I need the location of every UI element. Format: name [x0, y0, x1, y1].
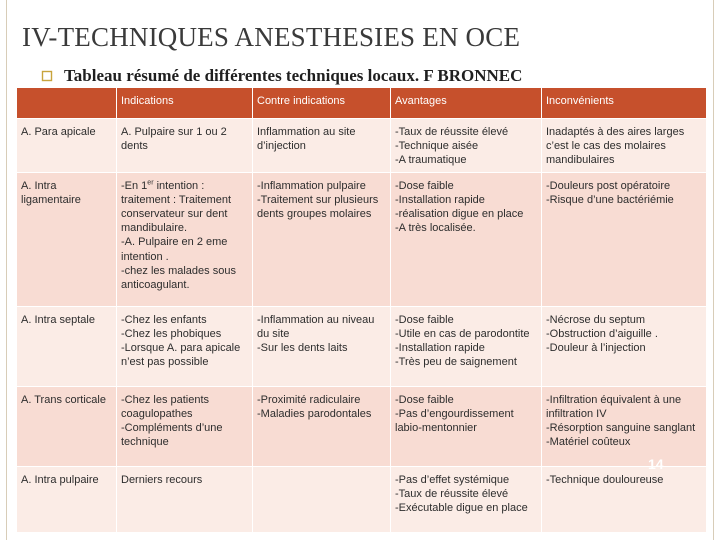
avantages-cell: -Pas d’effet systémique -Taux de réussite élevé -Exécutable digue en place	[391, 466, 542, 532]
header-avantages: Avantages	[391, 88, 542, 119]
avantages-cell: -Taux de réussite élevé -Technique aisée -A traumatique	[391, 119, 542, 173]
indications-cell: -Chez les enfants -Chez les phobiques -Lorsque A. para apicale n’est pas possible	[117, 306, 253, 386]
inconvenients-cell: -Infiltration équivalent à une infiltration IV -Résorption sanguine sanglant -Matériel coûteux	[542, 386, 707, 466]
contre-cell: Inflammation au site d’injection	[253, 119, 391, 173]
indications-cell: A. Pulpaire sur 1 ou 2 dents	[117, 119, 253, 173]
contre-cell: -Proximité radiculaire -Maladies parodontales	[253, 386, 391, 466]
table-header-row	[17, 88, 707, 119]
indications-cell: -Chez les patients coagulopathes -Compléments d’une technique	[117, 386, 253, 466]
contre-cell: -Inflammation au niveau du site -Sur les dents laits	[253, 306, 391, 386]
header-inconvenients: Inconvénients	[542, 88, 707, 119]
contre-cell	[253, 466, 391, 532]
techniques-table	[16, 87, 707, 533]
slide-title: IV-TECHNIQUES ANESTHESIES EN OCE	[22, 22, 521, 52]
indications-cell: Derniers recours	[117, 466, 253, 532]
table-row	[17, 306, 707, 386]
technique-cell: A. Trans corticale	[17, 386, 117, 466]
table-row	[17, 386, 707, 466]
header-indications: Indications	[117, 88, 253, 119]
technique-cell: A. Para apicale	[17, 119, 117, 173]
square-bullet-icon	[40, 69, 54, 83]
table-row	[17, 119, 707, 173]
contre-cell: -Inflammation pulpaire -Traitement sur plusieurs dents groupes molaires	[253, 172, 391, 306]
table-row	[17, 466, 707, 532]
page-number: 14	[648, 456, 664, 472]
avantages-cell: -Dose faible -Installation rapide -réalisation digue en place -A très localisée.	[391, 172, 542, 306]
table-row	[17, 172, 707, 306]
slide-frame-left	[6, 0, 7, 540]
technique-cell: A. Intra pulpaire	[17, 466, 117, 532]
subtitle-row	[40, 66, 522, 86]
inconvenients-cell: -Technique douloureuse	[542, 466, 707, 532]
slide-subtitle: Tableau résumé de différentes techniques locaux. F BRONNEC	[64, 66, 523, 85]
header-empty	[17, 88, 117, 119]
inconvenients-cell: -Douleurs post opératoire -Risque d’une bactériémie	[542, 172, 707, 306]
inconvenients-cell: Inadaptés à des aires larges c’est le cas des molaires mandibulaires	[542, 119, 707, 173]
inconvenients-cell: -Nécrose du septum -Obstruction d’aiguille . -Douleur à l’injection	[542, 306, 707, 386]
header-contre-indications: Contre indications	[253, 88, 391, 119]
technique-cell: A. Intra ligamentaire	[17, 172, 117, 306]
slide-frame-right	[713, 0, 714, 540]
indications-cell: -En 1er intention : traitement : Traitement conservateur sur dent mandibulaire. -A. Pulpaire en 2 eme intention . -chez les malades sous anticoagulant.	[117, 172, 253, 306]
technique-cell: A. Intra septale	[17, 306, 117, 386]
avantages-cell: -Dose faible -Utile en cas de parodontite -Installation rapide -Très peu de saignement	[391, 306, 542, 386]
avantages-cell: -Dose faible -Pas d’engourdissement labio-mentonnier	[391, 386, 542, 466]
